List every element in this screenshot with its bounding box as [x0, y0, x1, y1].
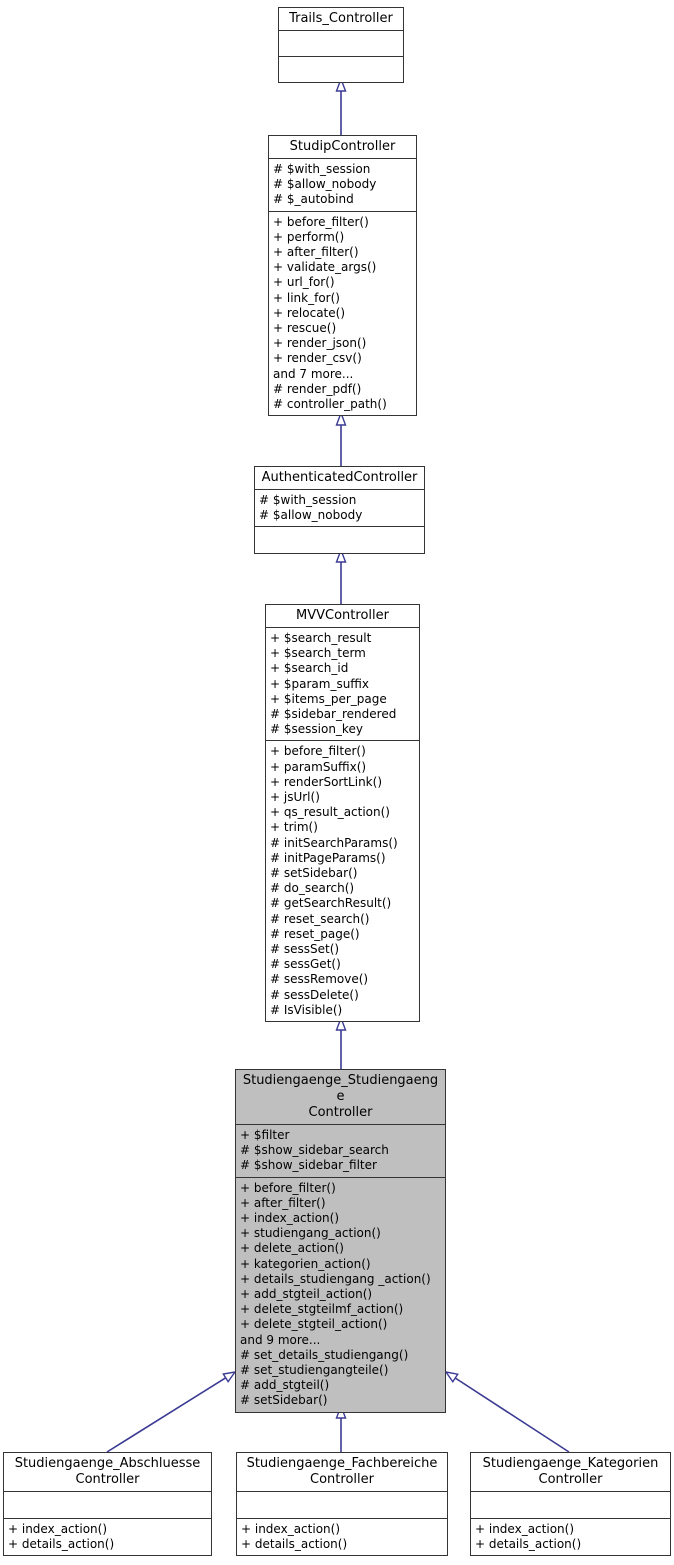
- class-methods: [237, 1519, 447, 1555]
- class-box-mvv-controller[interactable]: [265, 604, 420, 1022]
- method-item: # reset_page(): [270, 926, 360, 941]
- method-item: # render_pdf(): [273, 381, 362, 396]
- class-name-line: Controller: [538, 1472, 603, 1487]
- inheritance-line-abschluesse-stg: [107, 1378, 226, 1452]
- class-box-authenticated-controller[interactable]: [254, 466, 425, 554]
- method-item: # setSidebar(): [240, 1393, 328, 1408]
- method-item: # set_details_studiengang(): [240, 1347, 409, 1362]
- method-item: + after_filter(): [273, 245, 359, 260]
- class-name-line: Controller: [308, 1105, 373, 1120]
- method-item: # setSidebar(): [270, 866, 358, 881]
- class-name-line: Controller: [310, 1472, 374, 1487]
- method-item: + qs_result_action(): [270, 805, 390, 820]
- method-item: + after_filter(): [240, 1195, 326, 1210]
- class-box-studiengaenge-kategorien-controller[interactable]: [470, 1452, 671, 1556]
- method-item: + details_action(): [8, 1537, 115, 1552]
- attribute-item: + $filter: [240, 1128, 290, 1142]
- attribute-item: # $session_key: [270, 722, 363, 737]
- attribute-item: # $allow_nobody: [273, 177, 377, 192]
- class-attributes: [237, 1492, 447, 1519]
- method-item: + index_action(): [475, 1522, 574, 1536]
- method-item: # add_stgteil(): [240, 1378, 330, 1393]
- class-name-line: StudipController: [289, 139, 396, 154]
- inheritance-arrowhead-icon: [446, 1372, 458, 1382]
- class-attributes: [266, 628, 419, 741]
- method-item: + render_csv(): [273, 351, 362, 366]
- method-item: + details_studiengang _action(): [240, 1271, 431, 1286]
- class-methods: [269, 212, 416, 416]
- method-item: + delete_stgteilmf_action(): [240, 1302, 404, 1317]
- class-box-studiengaenge-studiengaenge-controller[interactable]: [235, 1069, 446, 1413]
- method-item: + add_stgteil_action(): [240, 1287, 373, 1302]
- class-name-line: Controller: [75, 1472, 140, 1487]
- class-methods: [471, 1519, 670, 1555]
- method-item: + paramSuffix(): [270, 759, 367, 774]
- class-name: [279, 8, 403, 31]
- attribute-item: # $show_sidebar_search: [240, 1143, 389, 1158]
- class-attributes: [255, 490, 424, 527]
- method-item: + kategorien_action(): [240, 1256, 371, 1271]
- class-name-line: AuthenticatedController: [261, 470, 418, 485]
- method-item: # sessGet(): [270, 957, 341, 972]
- attribute-item: + $param_suffix: [270, 676, 370, 691]
- attribute-item: # $show_sidebar_filter: [240, 1158, 377, 1173]
- class-attributes: [471, 1492, 670, 1519]
- attribute-item: # $allow_nobody: [259, 508, 363, 523]
- class-attributes: [4, 1492, 211, 1519]
- class-methods: [236, 1178, 445, 1412]
- method-item: + index_action(): [241, 1522, 340, 1536]
- method-item: + before_filter(): [273, 214, 369, 229]
- method-item: + delete_stgteil_action(): [240, 1317, 388, 1332]
- method-item: + details_action(): [241, 1537, 348, 1552]
- class-box-studip-controller[interactable]: [268, 135, 417, 416]
- attribute-item: # $_autobind: [273, 192, 354, 207]
- method-item: + url_for(): [273, 275, 335, 290]
- method-item: and 9 more...: [240, 1332, 321, 1347]
- attribute-item: + $search_result: [270, 631, 372, 645]
- attribute-item: + $search_term: [270, 646, 366, 661]
- method-item: + link_for(): [273, 290, 340, 305]
- class-name-line: Trails_Controller: [289, 11, 393, 26]
- method-item: # sessRemove(): [270, 972, 369, 987]
- class-attributes: [236, 1125, 445, 1178]
- inheritance-line-kategorien-stg: [455, 1378, 569, 1452]
- attribute-item: + $items_per_page: [270, 691, 387, 706]
- method-item: + jsUrl(): [270, 790, 320, 805]
- class-methods: [266, 741, 419, 1021]
- inheritance-arrowhead-icon: [223, 1372, 235, 1382]
- class-name: [266, 605, 419, 628]
- class-box-studiengaenge-abschluesse-controller[interactable]: [3, 1452, 212, 1556]
- method-item: # sessSet(): [270, 942, 340, 957]
- class-name-line: Studiengaenge_Studiengaenge: [242, 1073, 439, 1104]
- class-name: [236, 1070, 445, 1125]
- method-item: + index_action(): [240, 1211, 339, 1226]
- class-box-trails-controller[interactable]: [278, 7, 404, 83]
- method-item: + before_filter(): [270, 744, 366, 759]
- method-item: + before_filter(): [240, 1180, 336, 1195]
- method-item: + index_action(): [8, 1522, 107, 1536]
- attribute-item: # $with_session: [259, 493, 357, 507]
- method-item: # initSearchParams(): [270, 835, 398, 850]
- attribute-item: + $search_id: [270, 661, 349, 676]
- method-item: # controller_path(): [273, 397, 387, 412]
- attribute-item: # $with_session: [273, 162, 371, 176]
- class-name-line: MVVController: [296, 608, 389, 623]
- class-name: [269, 136, 416, 159]
- method-item: # getSearchResult(): [270, 896, 392, 911]
- method-item: # reset_search(): [270, 911, 370, 926]
- method-item: # sessDelete(): [270, 987, 359, 1002]
- class-box-studiengaenge-fachbereiche-controller[interactable]: [236, 1452, 448, 1556]
- class-methods: [255, 527, 424, 553]
- class-name-line: Studiengaenge_Fachbereiche: [246, 1456, 438, 1471]
- method-item: + perform(): [273, 229, 345, 244]
- class-name: [4, 1453, 211, 1492]
- method-item: # do_search(): [270, 881, 355, 896]
- method-item: + validate_args(): [273, 260, 377, 275]
- class-methods: [279, 57, 403, 82]
- class-name: [237, 1453, 447, 1492]
- method-item: + details_action(): [475, 1537, 582, 1552]
- class-attributes: [269, 159, 416, 212]
- method-item: + trim(): [270, 820, 318, 835]
- method-item: + delete_action(): [240, 1241, 344, 1256]
- method-item: # initPageParams(): [270, 850, 386, 865]
- method-item: and 7 more...: [273, 366, 354, 381]
- method-item: + rescue(): [273, 321, 337, 336]
- class-name: [471, 1453, 670, 1492]
- class-name-line: Studiengaenge_Kategorien: [482, 1456, 659, 1471]
- class-methods: [4, 1519, 211, 1555]
- method-item: + relocate(): [273, 305, 345, 320]
- method-item: # IsVisible(): [270, 1002, 343, 1017]
- method-item: + studiengang_action(): [240, 1226, 381, 1241]
- class-name-line: Studiengaenge_Abschluesse: [14, 1456, 201, 1471]
- attribute-item: # $sidebar_rendered: [270, 707, 397, 722]
- method-item: + render_json(): [273, 336, 367, 351]
- class-attributes: [279, 31, 403, 57]
- class-name: [255, 467, 424, 490]
- method-item: # set_studiengangteile(): [240, 1363, 389, 1378]
- method-item: + renderSortLink(): [270, 774, 382, 789]
